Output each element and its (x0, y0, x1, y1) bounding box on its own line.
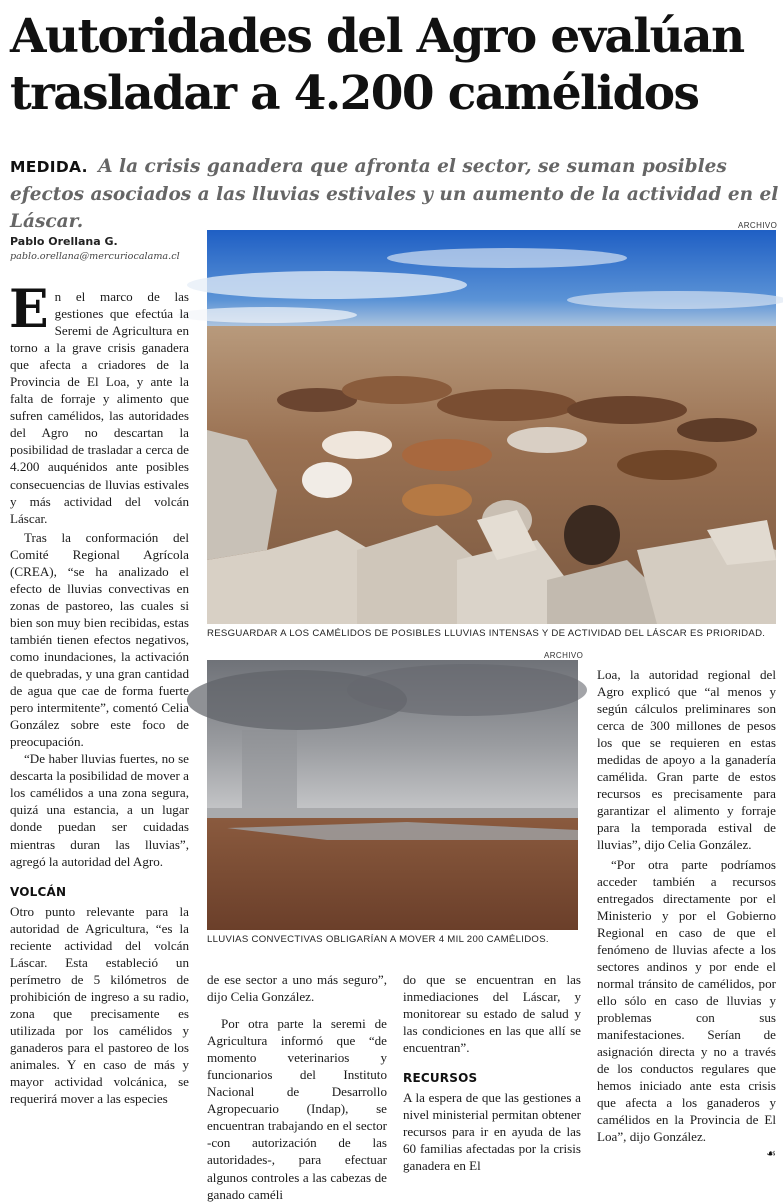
body-column-1 (9, 279, 189, 1107)
photo-storm-image (207, 660, 578, 930)
headline (10, 8, 775, 122)
headline-line-1: Autoridades del Agro evalúan (10, 9, 744, 64)
end-mark-icon: ☙ (766, 1147, 776, 1161)
author-email: pablo.orellana@mercuriocalama.cl (10, 251, 180, 262)
paragraph: “Por otra parte podríamos acceder también a recursos entregados directamente por el Ministerio y por el Gobierno Regional en caso de que el fenómeno de lluvias afecte a los sectores andinos y por ende el normal tránsito de camélidos, por ello sólo en caso de lluvias y problemas con sus manifestaciones. Serían de asignación directa y no a través de los conductos regulares que hemos iniciado ante esta crisis que afecta a los ganaderos y camélidos en la Provincia de El Loa”, dijo González. (597, 856, 776, 1145)
paragraph: do que se encuentran en las inmediaciones del Láscar, y monitorear su estado de salud y las condiciones en las que allí se encuentran”. (403, 972, 581, 1056)
deck (10, 153, 780, 235)
deck-kicker: MEDIDA. (10, 158, 88, 176)
deck-text: A la crisis ganadera que afronta el sector, se suman posibles efectos asociados a las lluvias estivales y un aumento de la actividad en el Láscar. (10, 156, 779, 232)
photo-camelids-herd (207, 230, 776, 624)
drop-cap: E (9, 279, 49, 340)
paragraph-lead: En el marco de las gestiones que efectúa la Seremi de Agricultura en torno a la grave crisis ganadera que afecta a criadores de la Provincia de El Loa, y ante la falta de forraje y alimento que sufren camélidos, las autoridades del Agro no descartan la posibilidad de trasladar a cerca de 4.200 auquénidos ante posibles consecuencias de lluvias estivales y más actividad del volcán Láscar. (9, 279, 189, 526)
paragraph: Tras la conformación del Comité Regional Agrícola (CREA), “se ha analizado el efecto de lluvias convectivas en zonas de pastoreo, las cuales si bien son muy bien recibidas, estas también tienen efectos negativos, como inundaciones, la activación de quebradas, y una gran cantidad de agua que cae de forma fuerte pero intermitente”, comentó Celia González sobre este foco de preocupación. (10, 529, 189, 750)
body-column-2 (207, 971, 387, 1203)
photo1-caption: RESGUARDAR A LOS CAMÉLIDOS DE POSIBLES LLUVIAS INTENSAS Y DE ACTIVIDAD DEL LÁSCAR ES PRIORIDAD. (207, 628, 766, 639)
paragraph: Loa, la autoridad regional del Agro explicó que “al menos y según cálculos preliminares son cerca de 300 millones de pesos los que se requieren en estas medidas de apoyo a la ganadería camélida. Gran parte de estos recursos es precisamente para garantizar el alimento y forraje para la temporada estival de lluvias”, dijo Celia González. (597, 667, 776, 853)
author-name: Pablo Orellana G. (10, 235, 118, 248)
paragraph: A la espera de que las gestiones a nivel ministerial permitan obtener recursos para ir en ayuda de las 60 familias afectadas por la crisis ganadera en El (403, 1090, 581, 1174)
body-column-3 (403, 971, 581, 1175)
byline (10, 235, 200, 262)
subhead-volcan: VOLCÁN (10, 884, 67, 899)
headline-line-2: trasladar a 4.200 camélidos (10, 66, 699, 121)
photo2-credit: ARCHIVO (544, 651, 584, 660)
photo-storm-plain (207, 660, 578, 930)
body-column-4 (597, 666, 776, 1162)
paragraph: Por otra parte la seremi de Agricultura informó que “de momento veterinarios y funcionarios del Instituto Nacional de Desarrollo Agropecuario (Indap), se encuentran trabajando en el sector -con autorización de las autoridades-, para efectuar algunos controles a las cabezas de ganado caméli (207, 1016, 387, 1202)
photo-camelids-image (207, 230, 776, 624)
subhead-recursos: RECURSOS (403, 1071, 478, 1086)
paragraph: Otro punto relevante para la autoridad de Agricultura, “es la reciente actividad del volcán Láscar. Esta estableció un perímetro de 5 kilómetros de prohibición de ingreso a su radio, zona que precisamente es utilizada por los camélidos y ganaderos para el pastoreo de los animales. Y en caso de más y mayor actividad volcánica, se requerirá mover a las especies (10, 903, 189, 1107)
paragraph: “De haber lluvias fuertes, no se descarta la posibilidad de mover a los camélidos a una zona segura, quizá una estancia, a un lugar donde puedan ser cuidadas mientras duran las lluvias”, agregó la autoridad del Agro. (10, 751, 189, 869)
photo2-caption: LLUVIAS CONVECTIVAS OBLIGARÍAN A MOVER 4 MIL 200 CAMÉLIDOS. (207, 934, 549, 945)
paragraph: de ese sector a uno más seguro”, dijo Celia González. (207, 972, 387, 1005)
photo1-credit: ARCHIVO (738, 221, 778, 230)
